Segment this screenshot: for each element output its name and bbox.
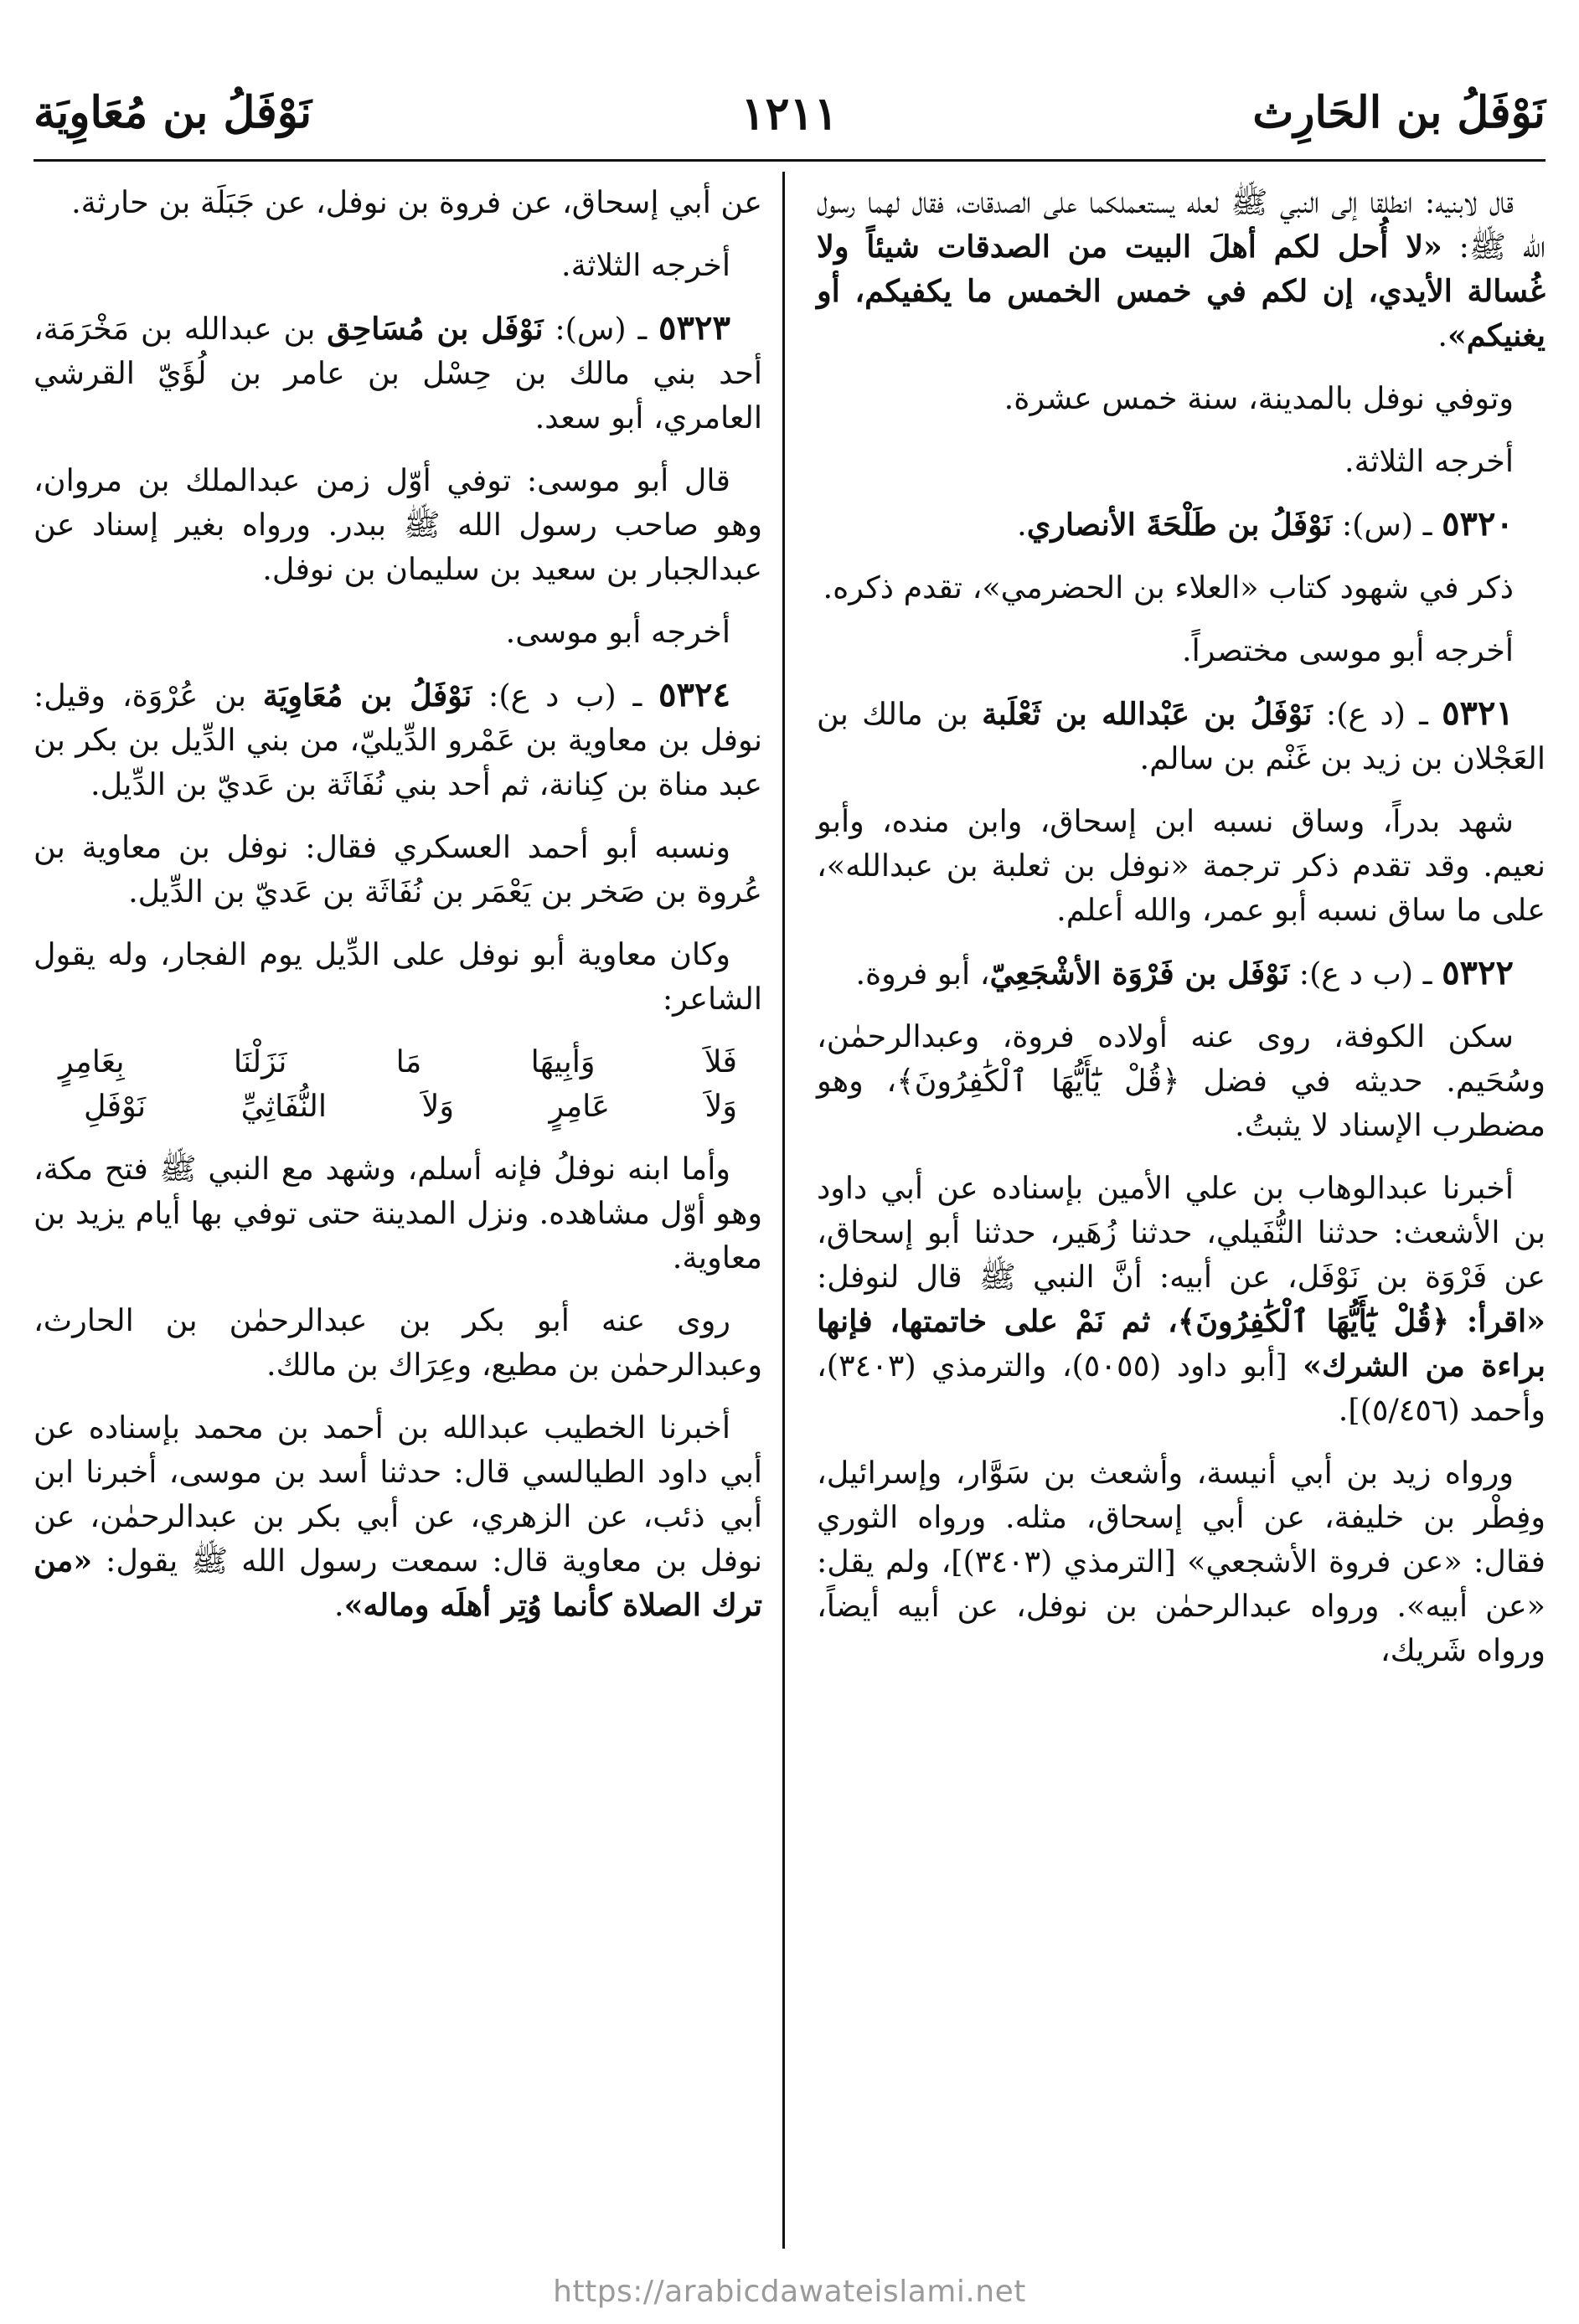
entry-heading [817,502,1545,547]
right-column [817,180,1545,1691]
watermark-url: https://arabicdawateislami.net [553,2275,1026,2309]
text-run: قال لابنيه: انطلقا إلى النبي ﷺ لعله يستعملكما على الصدقات، فقال لهما رسول الله ﷺ: [817,184,1545,265]
left-column [34,180,762,1646]
text-run: [أبو داود (٥٠٥٥)، والترمذي (٣٤٠٣)، وأحمد (٥/٤٥٦)]. [817,1348,1545,1428]
entry-heading [34,306,762,440]
page-number: ١٢١١ [740,86,839,140]
paragraph: وأما ابنه نوفلُ فإنه أسلم، وشهد مع النبي ﷺ فتح مكة، وهو أوّل مشاهده. ونزل المدينة حتى توفي بها أيام يزيد بن معاوية. [34,1151,762,1275]
running-header [34,80,1545,155]
paragraph [817,1166,1545,1432]
entry-heading [34,672,762,806]
entry-name: نَوْفَل بن مُسَاحِق [327,311,544,347]
entry-symbols: ـ (ب د ع): [472,678,659,714]
paragraph: سكن الكوفة، روى عنه أولاده فروة، وعبدالرحمٰن، وسُحَيم. حديثه في فضل ﴿قُلْ يَٰٓأَيُّهَا ٱلْكَٰفِرُونَ﴾، وهو مضطرب الإسناد لا يثبتُ. [817,1018,1545,1143]
column-divider [782,172,785,2249]
entry-lineage: بن عُرْوَة، وقيل: نوفل بن معاوية بن عَمْرو الدِّيليّ، من بني الدِّيل بن بكر بن عبد مناة بن كِنانة، ثم أحد بني نُفَاثَة بن عَديّ بن الدِّيل. [34,678,762,802]
hadith-text: «من ترك الصلاة كأنما وُتِر أهلَه وماله» [34,1543,762,1623]
entry-symbols: ـ (س): [543,311,659,347]
text-run: . [1437,317,1447,353]
entry-name: نَوْفَلُ بن طَلْحَةَ الأنصاري [1026,507,1333,543]
paragraph: ورواه زيد بن أبي أنيسة، وأشعث بن سَوَّار، وإسرائيل، وفِطْر بن خليفة، عن أبي إسحاق، مثله. ورواه الثوري فقال: «عن فروة الأشجعي» [الترمذي (٣٤٠٣)]، ولم يقل: «عن أبيه». ورواه عبدالرحمٰن بن نوفل، عن أبيه أيضاً، ورواه شَريك، [817,1455,1545,1668]
entry-name: نَوْفَلُ بن مُعَاوِيَة [262,678,472,714]
poetry-verse [34,1039,762,1128]
paragraph: ونسبه أبو أحمد العسكري فقال: نوفل بن معاوية بن عُروة بن صَخر بن يَعْمَر بن نُفَاثَة بن عَديّ بن الدِّيل. [34,829,762,910]
paragraph: وكان معاوية أبو نوفل على الدِّيل يوم الفجار، وله يقول الشاعر: [34,936,762,1017]
verse-line: فَلاَ وَأبِيهَا مَا نَزَلْنَا بِعَامِرٍ [59,1043,737,1080]
entry-number: ٥٣٢٣ [658,308,730,348]
entry-lineage: بن عبدالله بن مَخْرَمَة، أحد بني مالك بن حِسْل بن عامر بن لُؤَيّ القرشي العامري، أبو سعد. [34,311,762,435]
paragraph: أخرجه أبو موسى مختصراً. [1181,632,1514,668]
entry-number: ٥٣٢٢ [1442,953,1514,992]
entry-symbols: ـ (س): [1332,507,1442,543]
entry-heading [817,691,1545,781]
paragraph: أخرجه الثلاثة. [1344,443,1514,479]
entry-number: ٥٣٢١ [1442,693,1514,733]
entry-symbols: ـ (ب د ع): [1289,956,1442,992]
hadith-text: «اقرأ: ﴿قُلْ يَٰٓأَيُّهَا ٱلْكَٰفِرُونَ﴾، ثم نَمْ على خاتمتها، فإنها براءة من الشرك» [817,1303,1545,1384]
entry-lineage: . [1017,507,1027,543]
paragraph: وتوفي نوفل بالمدينة، سنة خمس عشرة. [1004,380,1514,416]
paragraph: عن أبي إسحاق، عن فروة بن نوفل، عن جَبَلَة بن حارثة. [71,184,762,220]
verse-line: وَلاَ عَامِرٍ وَلاَ النُّفَاثِيِّ نَوْفَلِ [84,1088,737,1124]
entry-lineage: ، أبو فروة. [855,956,990,992]
entry-symbols: ـ (د ع): [1312,696,1442,732]
paragraph: أخرجه الثلاثة. [561,247,730,283]
header-rule [34,159,1545,162]
entry-number: ٥٣٢٤ [658,675,730,714]
paragraph [817,180,1545,358]
entry-number: ٥٣٢٠ [1442,504,1514,544]
entry-name: نَوْفَلُ بن عَبْدالله بن ثَعْلَبة [982,696,1313,732]
text-run: أخبرنا عبدالوهاب بن علي الأمين بإسناده عن أبي داود بن الأشعث: حدثنا النُّفَيلي، حدثنا زُهَير، حدثنا أبو إسحاق، عن فَرْوَة بن نَوْفَل، عن أبيه: أنَّ النبي ﷺ قال لنوفل: [817,1170,1545,1295]
paragraph: قال أبو موسى: توفي أوّل زمن عبدالملك بن مروان، وهو صاحب رسول الله ﷺ ببدر. ورواه بغير إسناد عن عبدالجبار بن سعيد بن سليمان بن نوفل. [34,462,762,587]
running-title-right: نَوْفَلُ بن الحَارِث [1252,87,1545,138]
paragraph [34,1405,762,1627]
running-title-left: نَوْفَلُ بن مُعَاوِيَة [34,87,312,138]
paragraph: روى عنه أبو بكر بن عبدالرحمٰن بن الحارث، وعبدالرحمٰن بن مطيع، وعِرَاك بن مالك. [34,1302,762,1383]
paragraph: شهد بدراً، وساق نسبه ابن إسحاق، وابن منده، وأبو نعيم. وقد تقدم ذكر ترجمة «نوفل بن ثعلبة بن عبدالله»، على ما ساق نسبه أبو عمر، والله أعلم. [817,803,1545,928]
entry-lineage: بن مالك بن العَجْلان بن زيد بن غَنْم بن سالم. [817,696,1545,776]
paragraph: أخرجه أبو موسى. [505,614,730,650]
paragraph: ذكر في شهود كتاب «العلاء بن الحضرمي»، تقدم ذكره. [823,569,1514,605]
entry-heading [817,951,1545,996]
hadith-text: «لا أُحل لكم أهلَ البيت من الصدقات شيئاً ولا غُسالة الأيدي، إن لكم في خمس الخمس ما يكفيكم، أو يغنيكم» [817,229,1545,353]
text-run: . [334,1587,344,1623]
entry-name: نَوْفَل بن فَرْوَة الأشْجَعِيّ [989,956,1290,992]
text-run: أخبرنا الخطيب عبدالله بن أحمد بن محمد بإسناده عن أبي داود الطيالسي قال: حدثنا أسد بن موسى، أخبرنا ابن أبي ذئب، عن الزهري، عن أبي بكر بن عبدالرحمٰن، عن نوفل بن معاوية قال: سمعت رسول الله ﷺ يقول: [34,1409,762,1579]
